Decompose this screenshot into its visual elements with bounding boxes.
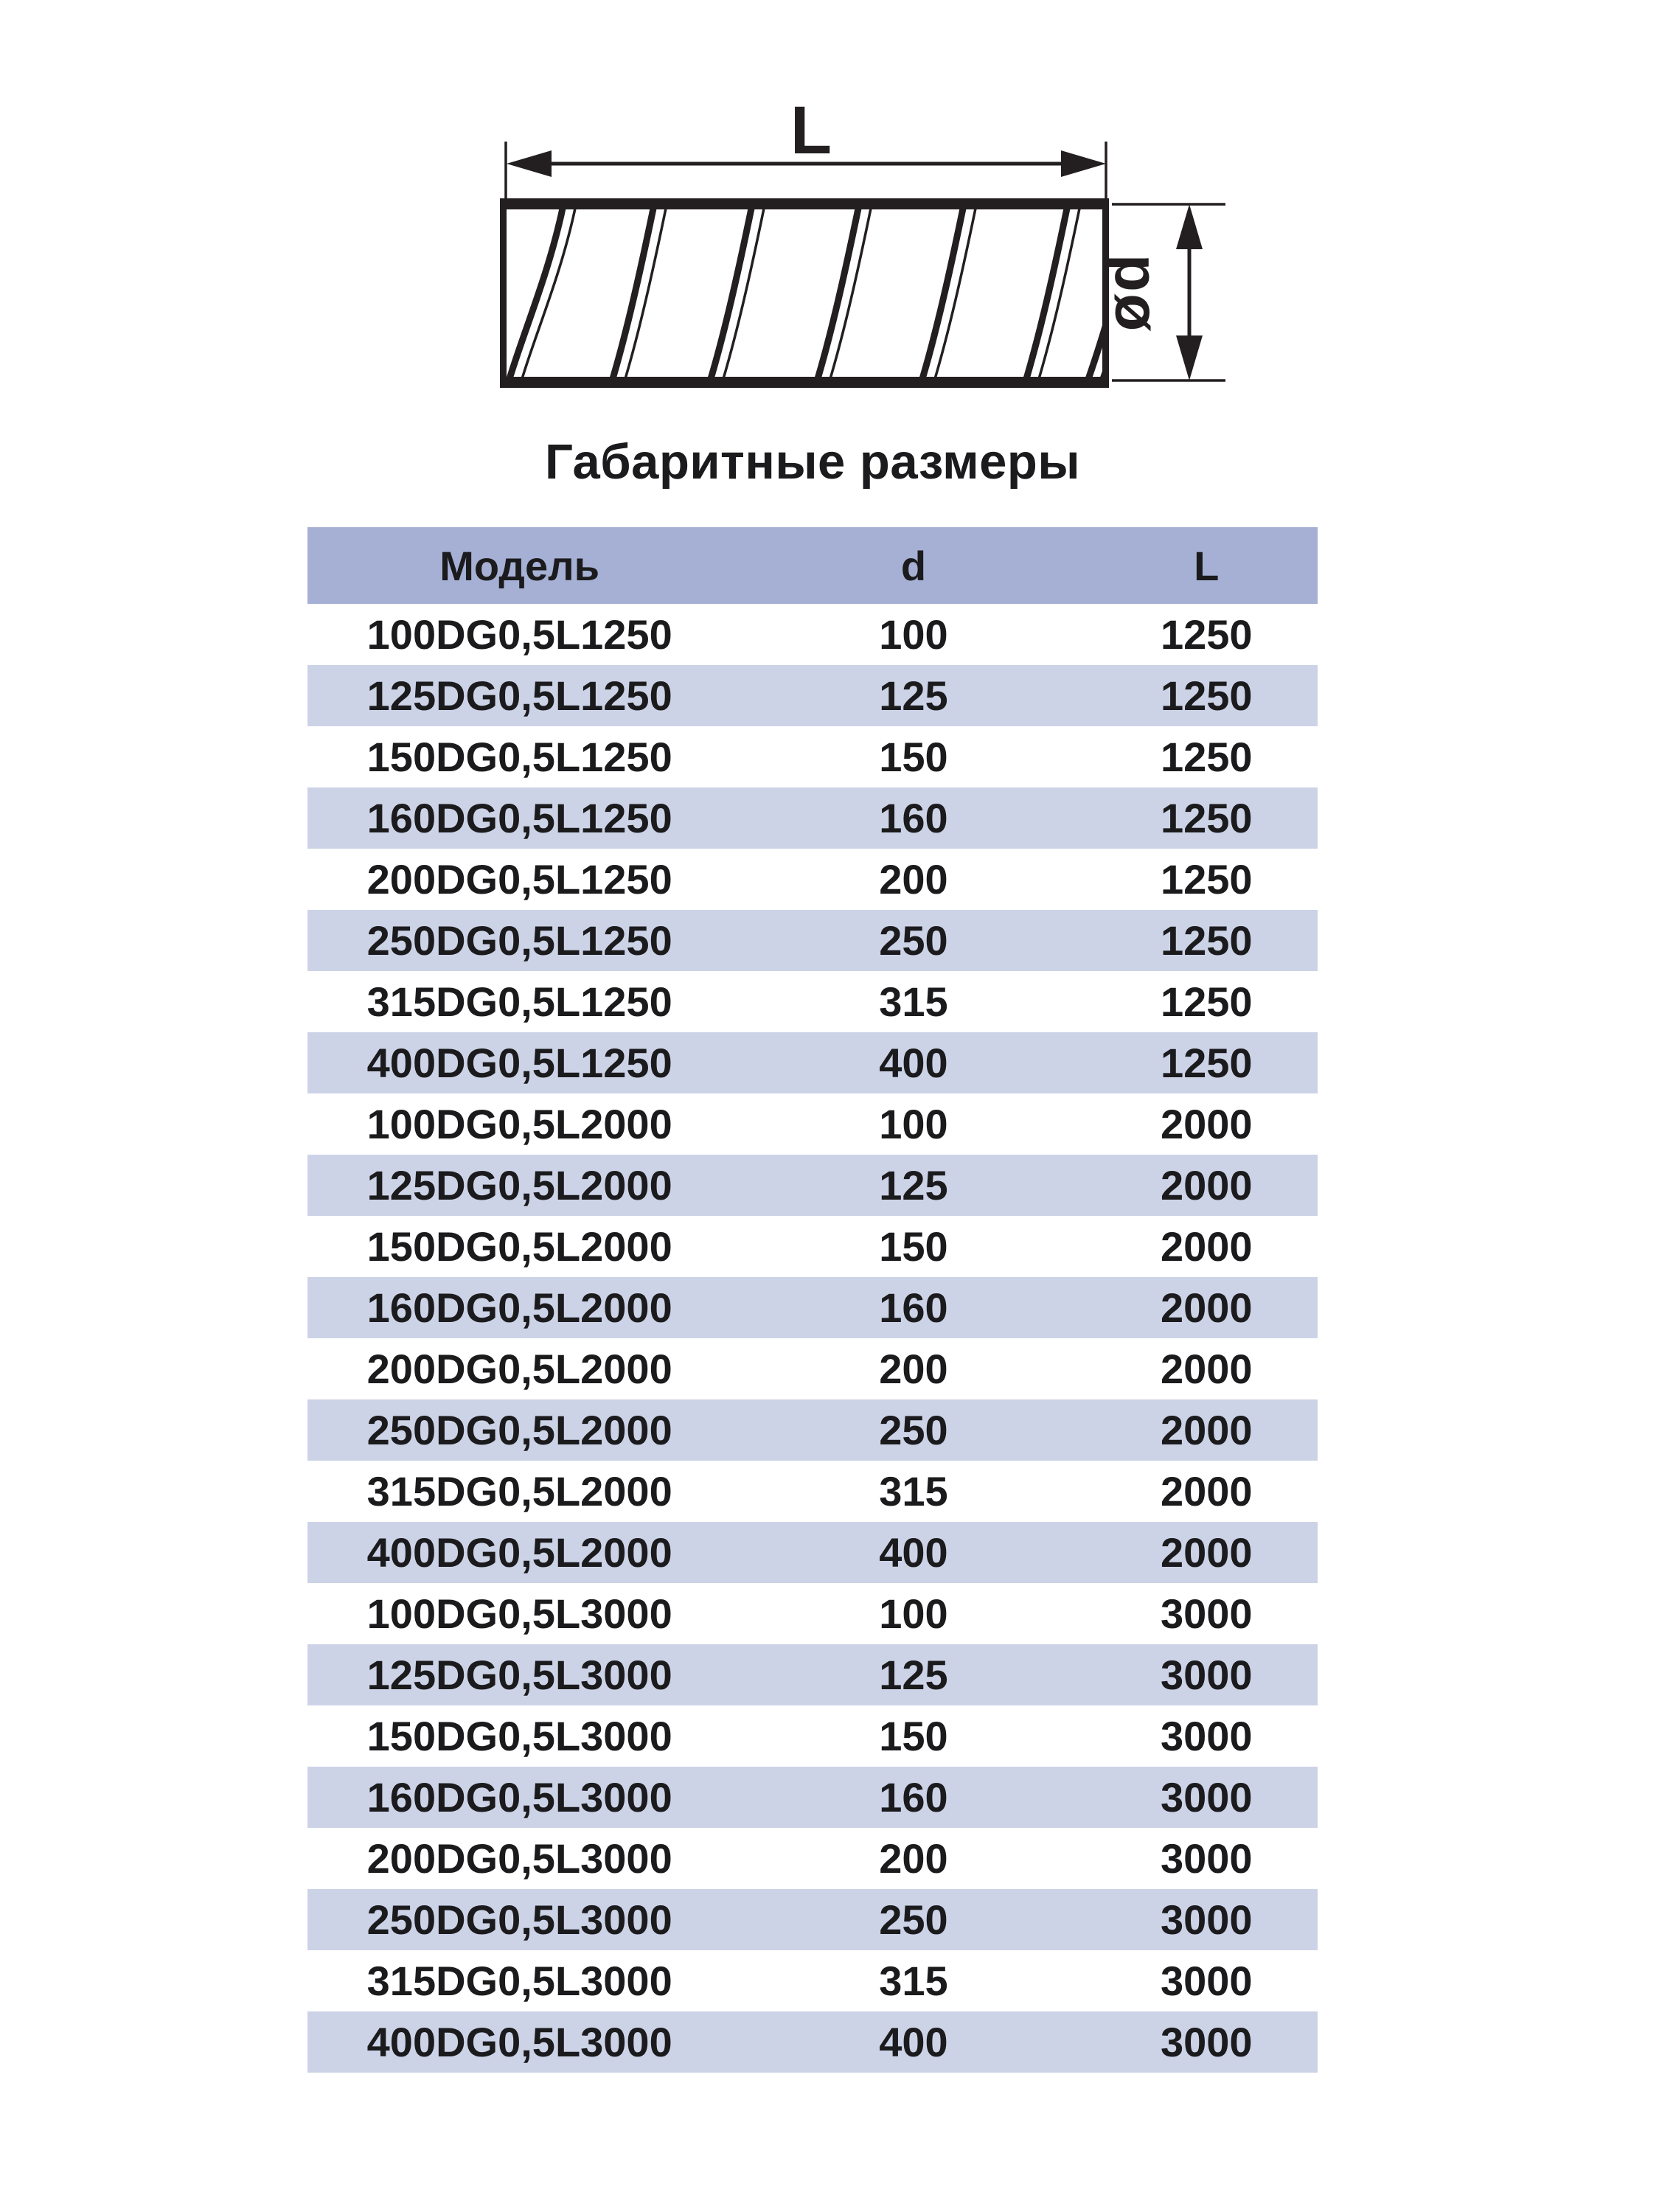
model-cell: 400DG0,5L3000 — [366, 2019, 672, 2065]
arrowhead-right-icon — [1061, 150, 1106, 177]
d-cell: 150 — [879, 1223, 948, 1270]
d-cell: 250 — [879, 1407, 948, 1453]
table-row — [307, 971, 1318, 1032]
model-cell: 150DG0,5L1250 — [366, 734, 672, 780]
l-cell: 2000 — [1160, 1529, 1253, 1576]
d-cell: 160 — [879, 795, 948, 841]
l-cell: 3000 — [1160, 1835, 1253, 1882]
table-row — [307, 2011, 1318, 2073]
d-cell: 100 — [879, 1590, 948, 1637]
table-row — [307, 1032, 1318, 1093]
table-row — [307, 910, 1318, 971]
l-cell: 2000 — [1160, 1101, 1253, 1147]
model-cell: 100DG0,5L1250 — [366, 611, 672, 658]
table-row — [307, 1583, 1318, 1644]
d-cell: 250 — [879, 1896, 948, 1943]
model-cell: 125DG0,5L3000 — [366, 1652, 672, 1698]
table-row — [307, 1644, 1318, 1705]
table-header — [307, 527, 1318, 604]
model-cell: 150DG0,5L2000 — [366, 1223, 672, 1270]
model-cell: 400DG0,5L1250 — [366, 1040, 672, 1086]
model-cell: 160DG0,5L1250 — [366, 795, 672, 841]
l-cell: 3000 — [1160, 1774, 1253, 1820]
model-cell: 200DG0,5L3000 — [366, 1835, 672, 1882]
d-cell: 100 — [879, 611, 948, 658]
arrowhead-left-icon — [507, 150, 552, 177]
l-cell: 2000 — [1160, 1284, 1253, 1331]
table-row — [307, 1889, 1318, 1950]
d-cell: 100 — [879, 1101, 948, 1147]
d-cell: 250 — [879, 917, 948, 964]
d-cell: 125 — [879, 672, 948, 719]
duct-left-edge — [500, 204, 507, 381]
l-cell: 1250 — [1160, 611, 1253, 658]
l-cell: 3000 — [1160, 1652, 1253, 1698]
model-cell: 125DG0,5L2000 — [366, 1162, 672, 1208]
l-cell: 2000 — [1160, 1162, 1253, 1208]
model-cell: 250DG0,5L3000 — [366, 1896, 672, 1943]
table-row — [307, 1277, 1318, 1338]
model-cell: 315DG0,5L1250 — [366, 978, 672, 1025]
column-header-d: d — [900, 542, 927, 589]
d-cell: 400 — [879, 1040, 948, 1086]
d-cell: 125 — [879, 1162, 948, 1208]
duct-body — [500, 198, 1109, 388]
table-row — [307, 665, 1318, 726]
spiral-seams — [509, 205, 1141, 381]
l-cell: 3000 — [1160, 1896, 1253, 1943]
d-cell: 150 — [879, 1713, 948, 1759]
l-cell: 3000 — [1160, 1958, 1253, 2004]
model-cell: 125DG0,5L1250 — [366, 672, 672, 719]
model-cell: 315DG0,5L3000 — [366, 1958, 672, 2004]
l-cell: 3000 — [1160, 1590, 1253, 1637]
l-cell: 1250 — [1160, 917, 1253, 964]
d-cell: 160 — [879, 1774, 948, 1820]
column-header-model: Модель — [439, 542, 600, 589]
table-row — [307, 1522, 1318, 1583]
model-cell: 200DG0,5L1250 — [366, 856, 672, 902]
model-cell: 400DG0,5L2000 — [366, 1529, 672, 1576]
table-row — [307, 787, 1318, 849]
d-cell: 160 — [879, 1284, 948, 1331]
d-cell: 400 — [879, 1529, 948, 1576]
l-cell: 3000 — [1160, 1713, 1253, 1759]
l-cell: 1250 — [1160, 1040, 1253, 1086]
diameter-dimension-label: ød — [1093, 252, 1162, 332]
l-cell: 2000 — [1160, 1223, 1253, 1270]
d-cell: 315 — [879, 978, 948, 1025]
table-row — [307, 1155, 1318, 1216]
d-cell: 315 — [879, 1958, 948, 2004]
d-cell: 150 — [879, 734, 948, 780]
table-row — [307, 1705, 1318, 1767]
length-dimension-label: L — [790, 93, 832, 168]
table-row — [307, 1216, 1318, 1277]
diameter-dimension — [1093, 204, 1225, 380]
arrowhead-down-icon — [1176, 335, 1203, 380]
model-cell: 100DG0,5L2000 — [366, 1101, 672, 1147]
dimensions-table — [307, 527, 1318, 2073]
d-cell: 200 — [879, 1835, 948, 1882]
d-cell: 200 — [879, 856, 948, 902]
d-cell: 200 — [879, 1346, 948, 1392]
arrowhead-up-icon — [1176, 204, 1203, 249]
l-cell: 1250 — [1160, 795, 1253, 841]
table-row — [307, 1461, 1318, 1522]
duct-technical-drawing — [295, 59, 1327, 428]
table-row — [307, 849, 1318, 910]
l-cell: 2000 — [1160, 1468, 1253, 1514]
model-cell: 160DG0,5L2000 — [366, 1284, 672, 1331]
l-cell: 1250 — [1160, 978, 1253, 1025]
l-cell: 2000 — [1160, 1346, 1253, 1392]
model-cell: 315DG0,5L2000 — [366, 1468, 672, 1514]
model-cell: 250DG0,5L1250 — [366, 917, 672, 964]
table-row — [307, 1828, 1318, 1889]
table-row — [307, 1950, 1318, 2011]
column-header-l: L — [1194, 542, 1220, 589]
page-title: Габаритные размеры — [544, 434, 1081, 490]
model-cell: 100DG0,5L3000 — [366, 1590, 672, 1637]
model-cell: 150DG0,5L3000 — [366, 1713, 672, 1759]
table-row — [307, 1338, 1318, 1399]
duct-bottom-edge — [500, 377, 1109, 388]
table-row — [307, 1767, 1318, 1828]
d-cell: 125 — [879, 1652, 948, 1698]
l-cell: 1250 — [1160, 734, 1253, 780]
model-cell: 160DG0,5L3000 — [366, 1774, 672, 1820]
table-row — [307, 1399, 1318, 1461]
model-cell: 200DG0,5L2000 — [366, 1346, 672, 1392]
model-cell: 250DG0,5L2000 — [366, 1407, 672, 1453]
d-cell: 400 — [879, 2019, 948, 2065]
table-row — [307, 726, 1318, 787]
table-body — [307, 604, 1318, 2073]
table-row — [307, 604, 1318, 665]
l-cell: 3000 — [1160, 2019, 1253, 2065]
table-row — [307, 1093, 1318, 1155]
l-cell: 1250 — [1160, 856, 1253, 902]
l-cell: 2000 — [1160, 1407, 1253, 1453]
d-cell: 315 — [879, 1468, 948, 1514]
l-cell: 1250 — [1160, 672, 1253, 719]
length-dimension — [506, 93, 1106, 202]
duct-top-edge — [500, 198, 1109, 209]
